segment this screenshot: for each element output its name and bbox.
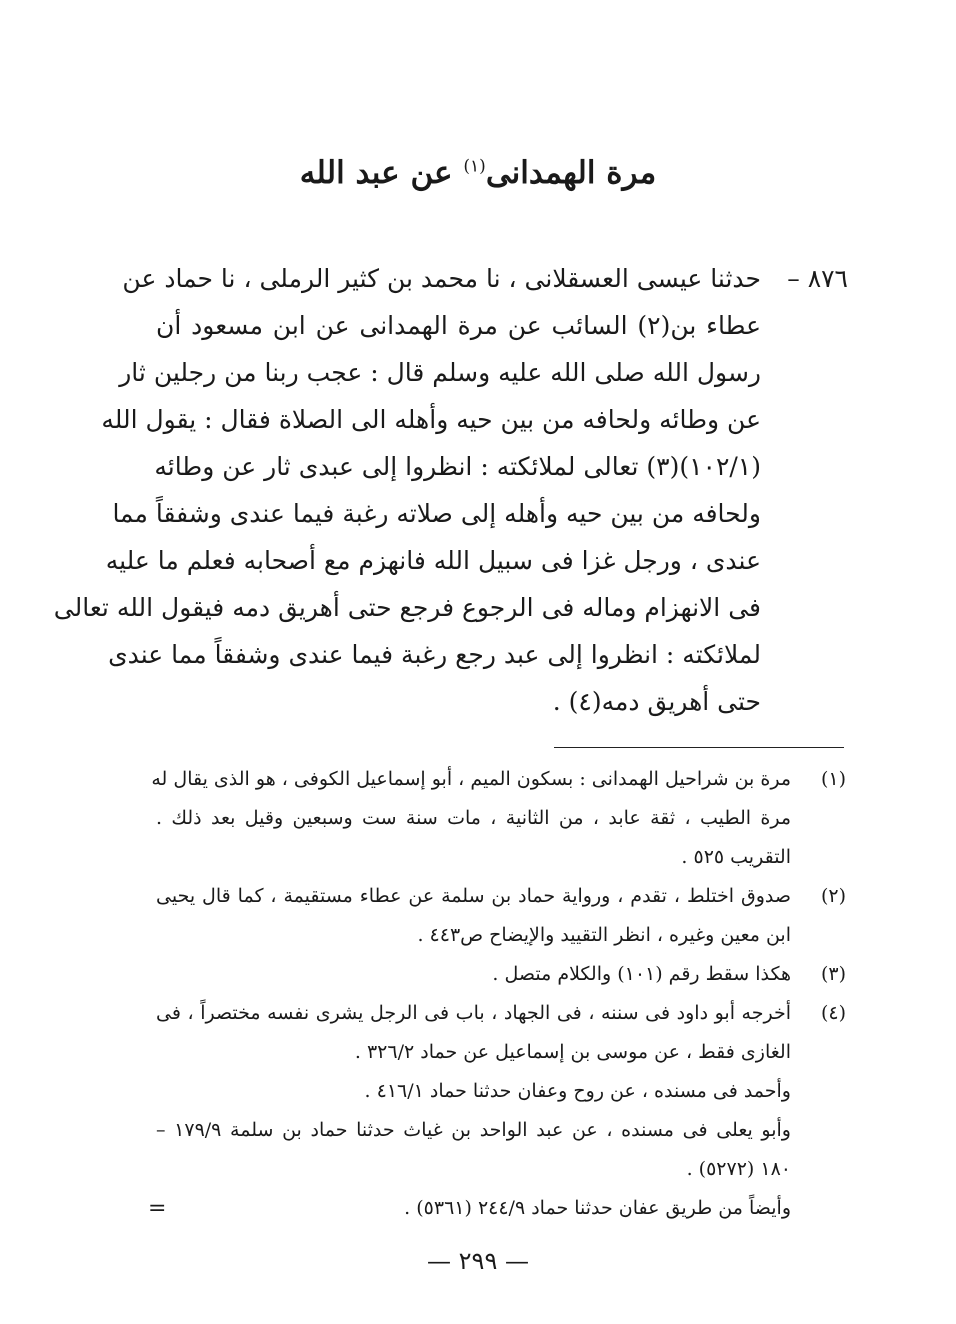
footnote-number: (٢) (820, 885, 846, 907)
footnote-2 (156, 877, 846, 955)
footnote-3 (156, 955, 846, 994)
hadith-number: ٨٧٦ – (787, 264, 848, 293)
footnotes (151, 760, 846, 1228)
footnote-line: هكذا سقط رقم (١٠١) والكلام متصل . (492, 963, 791, 985)
footnote-line: مرة الطيب ، ثقة عابد ، من الثانية ، مات سنة ست وسبعين وقيل بعد ذلك . (156, 807, 791, 829)
hadith-body (53, 255, 761, 725)
title-footnote-ref[interactable]: (١) (463, 156, 486, 177)
hadith-line: عن وطائه ولحافه من بين حيه وأهله الى الصلاة فقال : يقول الله (101, 405, 761, 434)
hadith-line: حتى أهريق دمه(٤) . (552, 687, 761, 716)
footnote-number: (٤) (820, 1002, 846, 1024)
continuation-mark: = (148, 1196, 167, 1221)
footnote-number: (٣) (820, 963, 846, 985)
footnote-number: (١) (820, 768, 846, 790)
footnote-line: ابن معين وغيره ، انظر التقييد والإيضاح ص٤٤٣ . (417, 924, 791, 946)
footnote-divider (554, 747, 844, 748)
page-number: — ٢٩٩ — (427, 1247, 529, 1275)
hadith-line: (١٠٢/١)(٣) تعالى لملائكته : انظروا إلى عبدى ثار عن وطائه (154, 452, 761, 481)
footnote-line: وأيضاً من طريق عفان حدثنا حماد ٢٤٤/٩ (٥٣٦١) . (404, 1197, 791, 1219)
hadith-line: لملائكته : انظروا إلى عبد رجع رغبة فيما عندى وشفقاً مما عندى (108, 640, 761, 669)
footnote-line: أخرجه أبو داود فى سننه ، فى الجهاد ، باب فى الرجل يشرى نفسه مختصراً ، فى (156, 1002, 791, 1024)
page-title (0, 152, 956, 195)
footnote-line: التقريب ٥٢٥ . (681, 846, 791, 868)
footnote-line: وأحمد فى مسنده ، عن روح وعفان حدثنا حماد ٤١٦/١ . (364, 1080, 791, 1102)
hadith-line: رسول الله صلى الله عليه وسلم قال : عجب ربنا من رجلين ثار (119, 358, 761, 387)
footnote-line: الغازى فقط ، عن موسى بن إسماعيل عن حماد ٣٢٦/٢ . (354, 1041, 791, 1063)
footnote-line: ١٨٠ (٥٢٧٢) . (686, 1158, 791, 1180)
title-text: مرة الهمدانى (485, 155, 657, 191)
footnote-1 (151, 760, 846, 877)
hadith-line: فى الانهزام وماله فى الرجوع فرجع حتى أهريق دمه فيقول الله تعالى (53, 593, 761, 622)
hadith-line: عطاء بن(٢) السائب عن مرة الهمدانى عن ابن مسعود أن (156, 311, 761, 340)
hadith-line: ولحافه من بين حيه وأهله إلى صلاته رغبة فيما عندى وشفقاً مما (112, 499, 761, 528)
hadith-line: عندى ، ورجل غزا فى سبيل الله فانهزم مع أصحابه فعلم ما عليه (105, 546, 761, 575)
hadith-line: حدثنا عيسى العسقلانى ، نا محمد بن كثير الرملى ، نا حماد عن (122, 264, 761, 293)
footnote-4 (156, 994, 846, 1228)
title-text-rest: عن عبد الله (299, 155, 464, 191)
footnote-line: مرة بن شراحيل الهمدانى : بسكون الميم ، أبو إسماعيل الكوفى ، هو الذى يقال له (151, 768, 791, 790)
footnote-line: صدوق اختلط ، تقدم ، ورواية حماد بن سلمة عن عطاء مستقيمة ، كما قال يحيى (156, 885, 791, 907)
footnote-line: وأبو يعلى فى مسنده ، عن عبد الواحد بن غياث حدثنا حماد بن سلمة ١٧٩/٩ – (156, 1119, 791, 1141)
